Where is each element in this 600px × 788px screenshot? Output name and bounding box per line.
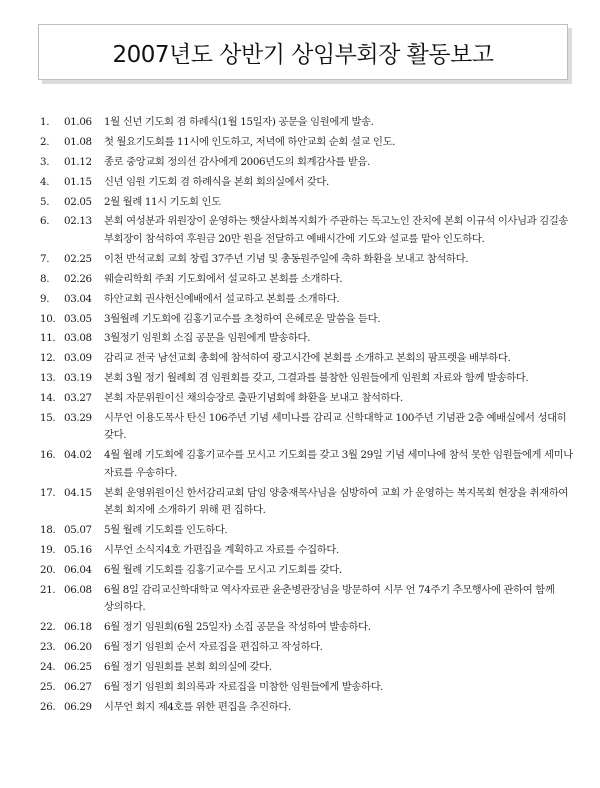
list-item	[40, 619, 584, 637]
entry-date: 01.15	[64, 175, 92, 188]
entry-number: 10.	[40, 312, 56, 325]
entry-text: 시무언 회지 제4호를 위한 편집을 추진하다.	[104, 700, 291, 713]
entry-date: 03.19	[64, 372, 92, 385]
entry-text: 6월 정기 임원회(6월 25일자) 소집 공문을 작성하여 발송하다.	[104, 621, 371, 634]
entry-text: 이천 반석교회 교회 창립 37주년 기념 및 총동원주일에 축하 화환을 보내고 참석하다.	[104, 252, 469, 265]
entry-date: 01.08	[64, 135, 92, 148]
list-item	[40, 562, 584, 580]
list-item	[40, 485, 584, 520]
list-item	[40, 291, 584, 309]
list-item	[40, 542, 584, 560]
entry-date: 03.27	[64, 392, 92, 405]
list-item	[40, 659, 584, 677]
entry-date: 05.16	[64, 544, 92, 557]
list-item	[40, 582, 584, 617]
entry-date: 02.26	[64, 272, 92, 285]
entry-date: 03.04	[64, 292, 92, 305]
list-item	[40, 114, 584, 132]
entry-number: 14.	[40, 392, 56, 405]
entry-text: 4월 월례 기도회에 김홍기교수를 모시고 기도회를 갖고 3월 29일 기념 세미나에 참석 못한 임원들에게 세미나 자료를 우송하다.	[104, 449, 573, 479]
entry-number: 19.	[40, 544, 56, 557]
entry-date: 06.04	[64, 563, 92, 576]
list-item	[40, 447, 584, 482]
list-item	[40, 311, 584, 329]
entry-date: 06.20	[64, 641, 92, 654]
entry-number: 15.	[40, 411, 56, 424]
entry-date: 06.27	[64, 680, 92, 693]
entry-date: 02.13	[64, 215, 92, 228]
entry-text: 종로 중앙교회 정의선 감사에게 2006년도의 회계감사를 받음.	[104, 155, 370, 168]
entry-number: 16.	[40, 449, 56, 462]
list-item	[40, 699, 584, 717]
entry-number: 3.	[40, 155, 50, 168]
entry-number: 8.	[40, 272, 50, 285]
entry-text: 6월 월례 기도회를 김홍기교수를 모시고 기도회를 갖다.	[104, 563, 342, 576]
entry-date: 03.05	[64, 312, 92, 325]
entry-number: 17.	[40, 486, 56, 499]
entry-number: 24.	[40, 660, 56, 673]
page-title: 2007년도 상반기 상임부회장 활동보고	[112, 41, 494, 68]
entry-date: 05.07	[64, 524, 92, 537]
entry-date: 06.25	[64, 660, 92, 673]
list-item	[40, 522, 584, 540]
list-item	[40, 639, 584, 657]
entry-number: 18.	[40, 524, 56, 537]
entry-date: 01.12	[64, 155, 92, 168]
entry-text: 6월 정기 임원회를 본회 회의실에 갖다.	[104, 660, 272, 673]
list-item	[40, 410, 584, 445]
entry-number: 22.	[40, 621, 56, 634]
entry-number: 11.	[40, 332, 56, 345]
entry-text: 신년 임원 기도회 겸 하례식을 본회 회의실에서 갖다.	[104, 175, 329, 188]
activity-list	[40, 114, 584, 719]
entry-date: 03.09	[64, 352, 92, 365]
entry-text: 하안교회 권사헌신예배에서 설교하고 본회를 소개하다.	[104, 292, 340, 305]
entry-date: 04.15	[64, 486, 92, 499]
entry-text: 6월 정기 임원회 회의록과 자료집을 미참한 임원들에게 발송하다.	[104, 680, 384, 693]
entry-date: 02.25	[64, 252, 92, 265]
entry-number: 7.	[40, 252, 50, 265]
entry-date: 06.29	[64, 700, 92, 713]
entry-number: 20.	[40, 563, 56, 576]
entry-number: 21.	[40, 583, 56, 596]
list-item	[40, 251, 584, 269]
entry-number: 23.	[40, 641, 56, 654]
list-item	[40, 194, 584, 212]
entry-date: 04.02	[64, 449, 92, 462]
list-item	[40, 213, 584, 248]
entry-date: 02.05	[64, 195, 92, 208]
list-item	[40, 134, 584, 152]
list-item	[40, 370, 584, 388]
list-item	[40, 679, 584, 697]
list-item	[40, 174, 584, 192]
entry-text: 첫 월요기도회를 11시에 인도하고, 저녁에 하안교회 순회 설교 인도.	[104, 135, 396, 148]
entry-text: 본회 3월 정기 월례회 겸 임원회를 갖고, 그결과를 불참한 임원들에게 임원회 자료와 함께 발송하다.	[104, 372, 529, 385]
entry-number: 12.	[40, 352, 56, 365]
list-item	[40, 350, 584, 368]
entry-text: 3월월례 기도회에 김홍기교수를 초청하여 은혜로운 말씀을 듣다.	[104, 312, 381, 325]
list-item	[40, 154, 584, 172]
entry-number: 1.	[40, 116, 50, 128]
entry-text: 본회 운영위원이신 한서감리교회 담임 양충재목사님을 심방하여 교회 가 운영하는 복지목회 현장을 취재하여 본회 회지에 소개하기 위해 편 집하다.	[104, 486, 569, 517]
entry-text: 시무언 이용도목사 탄신 106주년 기념 세미나를 감리교 신학대학교 100주년 기념관 2층 예배실에서 성대히 갖다.	[104, 411, 567, 442]
entry-number: 2.	[40, 135, 50, 148]
entry-text: 5월 월례 기도회를 인도하다.	[104, 524, 228, 537]
entry-text: 6월 8일 감리교신학대학교 역사자료관 윤춘병관장님을 방문하여 시무 언 74주기 추모행사에 관하여 함께 상의하다.	[104, 583, 555, 614]
list-item	[40, 330, 584, 348]
entry-number: 5.	[40, 195, 50, 208]
entry-text: 3월정기 임원회 소집 공문을 임원에게 발송하다.	[104, 332, 311, 345]
entry-text: 감리교 전국 남선교회 총회에 참석하여 광고시간에 본회를 소개하고 본회의 팜프렛을 배부하다.	[104, 352, 511, 365]
list-item	[40, 271, 584, 289]
list-item	[40, 390, 584, 408]
entry-number: 26.	[40, 700, 56, 713]
title-box	[38, 24, 568, 80]
entry-text: 6월 정기 임원회 순서 자료집을 편집하고 작성하다.	[104, 641, 323, 654]
entry-number: 25.	[40, 680, 56, 693]
entry-text: 2월 월례 11시 기도회 인도	[104, 195, 221, 208]
entry-text: 본회 여성분과 위원장이 운영하는 햇살사회복지회가 주관하는 독고노인 잔치에 본회 이규석 이사님과 김길송 부회장이 참석하여 후원금 20만 원을 전달하고 예배시간에 기도와 설교를 맡아 인도하다.	[104, 215, 569, 245]
entry-number: 9.	[40, 292, 50, 305]
entry-date: 06.08	[64, 583, 92, 596]
entry-date: 01.06	[64, 116, 92, 128]
entry-number: 4.	[40, 175, 50, 188]
entry-text: 본회 자문위원이신 채의승장로 출판기념회에 화환을 보내고 참석하다.	[104, 392, 403, 405]
entry-number: 6.	[40, 215, 50, 228]
entry-text: 1월 신년 기도회 겸 하례식(1월 15일자) 공문을 임원에게 발송.	[104, 116, 374, 128]
entry-text: 웨슬리학회 주최 기도회에서 설교하고 본회를 소개하다.	[104, 272, 343, 285]
entry-text: 시무언 소식지4호 가편집을 계획하고 자료를 수집하다.	[104, 544, 339, 557]
entry-date: 06.18	[64, 621, 92, 634]
entry-date: 03.08	[64, 332, 92, 345]
entry-number: 13.	[40, 372, 56, 385]
entry-date: 03.29	[64, 411, 92, 424]
